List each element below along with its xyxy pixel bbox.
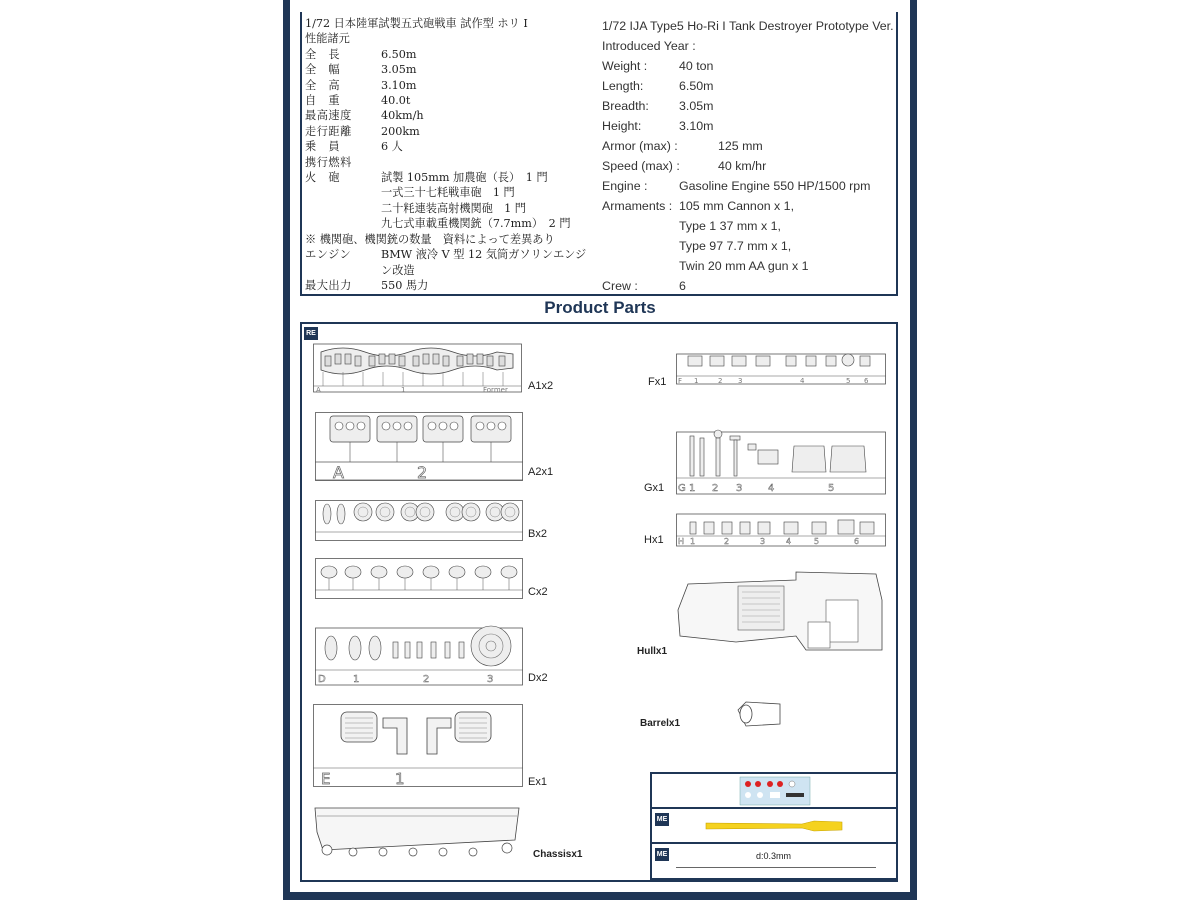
label-h: Hx1 [644,534,664,546]
en-arm-item: Type 97 7.7 mm x 1, [679,239,792,253]
jp-power: 最大出力 550 馬力 [305,278,429,292]
jp-arm: 二十粍連装高射機関砲 1 門 [381,201,526,215]
f-mark: 5 [846,377,851,385]
jp-subtitle: 性能諸元 [305,32,350,46]
decal-cell [650,772,898,809]
label-c: Cx2 [528,586,548,598]
g-mark: 5 [828,483,835,494]
d-num: 1 [353,674,360,685]
h-mark: 4 [786,537,792,546]
en-engine: Engine : Gasoline Engine 550 HP/1500 rpm [602,179,871,193]
sprue-h [676,512,886,548]
en-title: 1/72 IJA Type5 Ho-Ri I Tank Destroyer Prototype Ver. [602,19,894,33]
sprue-c [315,558,523,600]
en-speed: Speed (max) : 40 km/hr [602,159,767,173]
jp-engine: エンジン BMW 液冷 V 型 12 気筒ガソリンエンジ [305,248,587,262]
g-mark: 4 [768,483,775,494]
sprue-e [313,704,523,788]
d-num: 3 [487,674,494,685]
jp-row: 火 砲 試製 105mm 加農砲（長） 1 門 [305,171,548,185]
e-letter: E [321,770,331,788]
wire-label: d:0.3mm [756,851,792,861]
jp-arm: 九七式車載重機関銃（7.7mm） 2 門 [381,217,571,231]
chassis-part [313,802,523,862]
en-introduced: Introduced Year : [602,39,696,53]
jp-row: 走行距離 200km [305,124,420,138]
h-mark: 3 [760,537,766,546]
f-mark: 2 [718,377,723,385]
h-mark: 2 [724,537,730,546]
jp-row: 携行燃料 [305,155,352,169]
a1-letter: A [316,386,321,394]
sprue-b [315,500,523,542]
f-mark: F [678,377,683,385]
label-barrel: Barrelx1 [640,718,681,729]
label-f: Fx1 [648,376,667,388]
specs-japanese [305,16,597,293]
h-mark: 1 [690,537,696,546]
sprue-a2 [315,412,523,482]
a1-number: 1 [401,386,406,394]
e-number: 1 [395,770,405,788]
h-mark: 6 [854,537,860,546]
accessories-box [650,772,898,880]
specs-english [602,16,902,296]
label-b: Bx2 [528,528,547,540]
wire-cell [650,842,898,880]
en-row: Breadth: 3.05m [602,99,714,113]
en-row: Length: 6.50m [602,79,714,93]
en-row: Height: 3.10m [602,119,714,133]
a2-letter: A [333,463,344,482]
f-mark: 3 [738,377,743,385]
en-armor: Armor (max) : 125 mm [602,139,763,153]
jp-arm: 一式三十七粍戦車砲 1 門 [381,186,515,200]
label-g: Gx1 [644,482,665,494]
en-arm-item: Type 1 37 mm x 1, [679,219,781,233]
jp-row: 全 高 3.10m [305,78,417,92]
en-arm-item: Twin 20 mm AA gun x 1 [679,259,809,273]
sprue-g [676,428,886,496]
hull-part [676,570,886,652]
en-row: Weight : 40 ton [602,59,714,73]
resin-badge: RE [304,327,318,340]
specs-box [300,12,898,296]
jp-row: 最高速度 40km/h [305,109,424,123]
f-mark: 4 [800,377,805,385]
h-mark: 5 [814,537,820,546]
jp-note: ※ 機関砲、機関銃の数量 資料によって差異あり [305,232,555,246]
jp-row: 乗 員 6 人 [305,140,403,154]
label-d: Dx2 [528,672,548,684]
d-letter: D [318,674,326,685]
label-chassis: Chassisx1 [533,849,583,860]
sprue-a1 [313,342,523,394]
metal-barrel [706,819,844,833]
g-mark: 3 [736,483,743,494]
jp-row: 全 幅 3.05m [305,63,417,77]
en-armaments: Armaments : 105 mm Cannon x 1, [602,199,795,213]
jp-row: 全 長 6.50m [305,47,417,61]
label-hull: Hullx1 [637,646,668,657]
a2-number: 2 [417,463,428,482]
g-mark: 1 [689,483,696,494]
wire-line [676,867,876,868]
h-mark: H [678,537,685,546]
jp-title: 1/72 日本陸軍試製五式砲戦車 試作型 ホリ I [305,17,528,30]
metal-badge: ME [655,813,669,826]
label-a1: A1x2 [528,380,554,392]
label-e: Ex1 [528,776,547,788]
decal-sheet [740,777,810,805]
sprue-d [315,618,523,686]
jp-engine-cont: ン改造 [381,263,415,277]
jp-row: 自 重 40.0t [305,94,411,108]
label-a2: A2x1 [528,466,554,478]
en-crew: Crew : 6 [602,279,686,293]
a1-former: Former [483,386,508,394]
f-mark: 1 [694,377,699,385]
parts-title: Product Parts [544,298,656,317]
metal-badge: ME [655,848,669,861]
f-mark: 6 [864,377,869,385]
d-num: 2 [423,674,430,685]
g-mark: G [678,483,686,494]
g-mark: 2 [712,483,719,494]
sprue-f [676,350,886,386]
photo-etch-cell [650,807,898,844]
barrel-part [736,700,782,728]
